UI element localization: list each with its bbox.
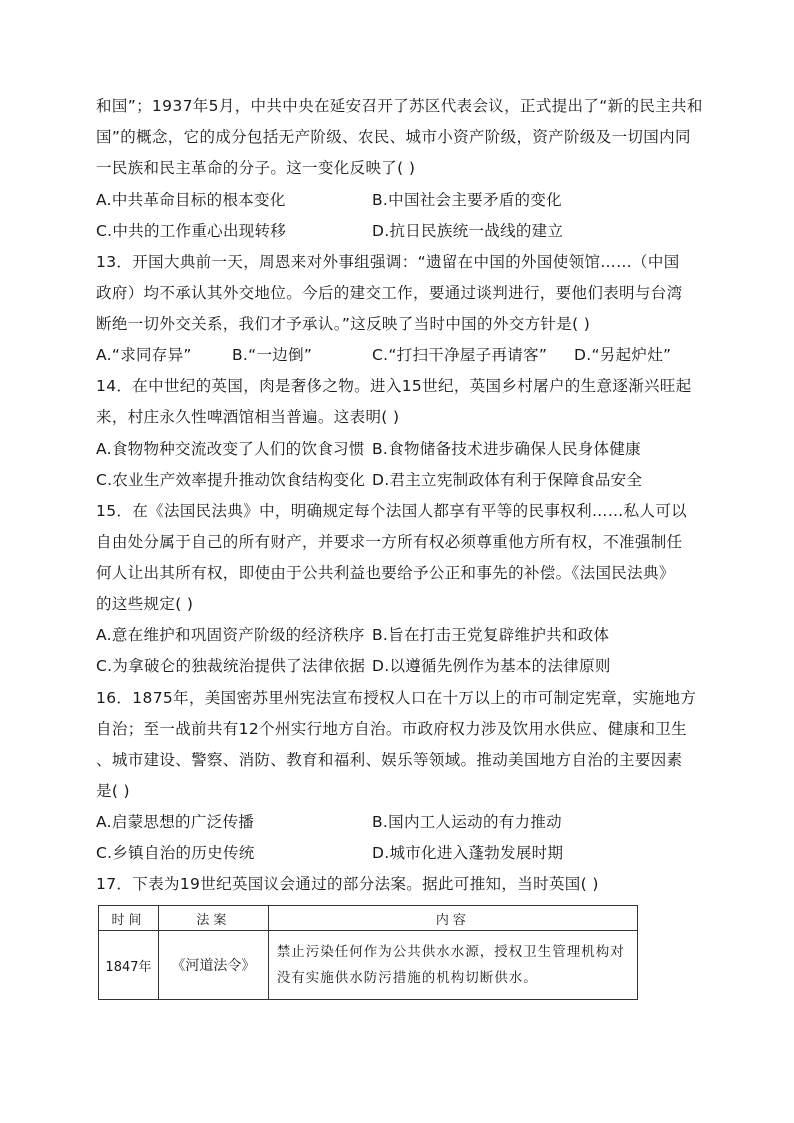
q14-option-c[interactable]: C.农业生产效率提升推动饮食结构变化 bbox=[96, 471, 366, 489]
cell-law: 《河道法令》 bbox=[158, 931, 268, 1000]
q16-option-b[interactable]: B.国内工人运动的有力推动 bbox=[372, 813, 562, 831]
q15-option-d[interactable]: D.以遵循先例作为基本的法律原则 bbox=[372, 657, 611, 675]
q15-line-3: 何人让出其所有权，即使由于公共利益也要给予公正和事先的补偿。《法国民法典》 bbox=[96, 564, 675, 582]
q12-option-d[interactable]: D.抗日民族统一战线的建立 bbox=[372, 222, 564, 240]
q16-line-3: 、城市建设、警察、消防、教育和福利、娱乐等领域。推动美国地方自治的主要因素 bbox=[96, 751, 683, 769]
cell-content: 禁止污染任何作为公共供水水源，授权卫生管理机构对没有实施供水防污措施的机构切断供水。 bbox=[268, 931, 637, 1000]
header-content: 内容 bbox=[268, 906, 637, 931]
table-row bbox=[99, 931, 638, 1000]
header-time: 时间 bbox=[99, 906, 159, 931]
cell-time: 1847年 bbox=[99, 931, 159, 1000]
q16-option-d[interactable]: D.城市化进入蓬勃发展时期 bbox=[372, 844, 564, 862]
q14-option-a[interactable]: A.食物物种交流改变了人们的饮食习惯 bbox=[96, 440, 365, 458]
q12-line-3: 一民族和民主革命的分子。这一变化反映了( ) bbox=[96, 159, 416, 177]
q15-line-2: 自由处分属于自己的所有财产，并要求一方所有权必须尊重他方所有权，不准强制任 bbox=[96, 533, 683, 551]
q15-option-c[interactable]: C.为拿破仑的独裁统治提供了法律依据 bbox=[96, 657, 366, 675]
q15-option-b[interactable]: B.旨在打击王党复辟维护共和政体 bbox=[372, 626, 610, 644]
q13-option-c[interactable]: C.“打扫干净屋子再请客” bbox=[372, 346, 548, 364]
q16-option-a[interactable]: A.启蒙思想的广泛传播 bbox=[96, 813, 255, 831]
q13-line-2: 政府）均不承认其外交地位。今后的建交工作，要通过谈判进行，要他们表明与台湾 bbox=[96, 284, 683, 302]
q15-line-4: 的这些规定( ) bbox=[96, 595, 194, 613]
q13-line-1: 13．开国大典前一天，周恩来对外事组强调：“遗留在中国的外国使领馆……（中国 bbox=[96, 253, 680, 271]
header-law: 法案 bbox=[158, 906, 268, 931]
q12-option-b[interactable]: B.中国社会主要矛盾的变化 bbox=[372, 191, 562, 209]
q12-line-2: 国”的概念，它的成分包括无产阶级、农民、城市小资产阶级，资产阶级及一切国内同 bbox=[96, 128, 691, 146]
q14-line-2: 来，村庄永久性啤酒馆相当普遍。这表明( ) bbox=[96, 408, 400, 426]
q13-option-a[interactable]: A.“求同存异” bbox=[96, 346, 192, 364]
q14-line-1: 14．在中世纪的英国，肉是奢侈之物。进入15世纪，英国乡村屠户的生意逐渐兴旺起 bbox=[96, 377, 692, 395]
q16-line-4: 是( ) bbox=[96, 782, 130, 800]
law-table-header-row bbox=[99, 906, 638, 931]
q17-stem: 17．下表为19世纪英国议会通过的部分法案。据此可推知，当时英国( ) bbox=[96, 875, 599, 893]
q16-line-2: 自治；至一战前共有12个州实行地方自治。市政府权力涉及饮用水供应、健康和卫生 bbox=[96, 720, 688, 738]
q12-option-a[interactable]: A.中共革命目标的根本变化 bbox=[96, 191, 286, 209]
q14-option-b[interactable]: B.食物储备技术进步确保人民身体健康 bbox=[372, 440, 641, 458]
q12-line-1: 和国”；1937年5月，中共中央在延安召开了苏区代表会议，正式提出了“新的民主共和 bbox=[96, 97, 703, 115]
q14-option-d[interactable]: D.君主立宪制政体有利于保障食品安全 bbox=[372, 471, 643, 489]
q15-option-a[interactable]: A.意在维护和巩固资产阶级的经济秩序 bbox=[96, 626, 365, 644]
q15-line-1: 15．在《法国民法典》中，明确规定每个法国人都享有平等的民事权利……私人可以 bbox=[96, 502, 688, 520]
q13-option-b[interactable]: B.“一边倒” bbox=[232, 346, 313, 364]
q16-line-1: 16．1875年，美国密苏里州宪法宣布授权人口在十万以上的市可制定宪章，实施地方 bbox=[96, 689, 697, 707]
law-table bbox=[98, 905, 638, 1000]
q16-option-c[interactable]: C.乡镇自治的历史传统 bbox=[96, 844, 255, 862]
q13-option-d[interactable]: D.“另起炉灶” bbox=[574, 346, 672, 364]
q13-line-3: 断绝一切外交关系，我们才予承认。”这反映了当时中国的外交方针是( ) bbox=[96, 315, 591, 333]
q12-option-c[interactable]: C.中共的工作重心出现转移 bbox=[96, 222, 287, 240]
